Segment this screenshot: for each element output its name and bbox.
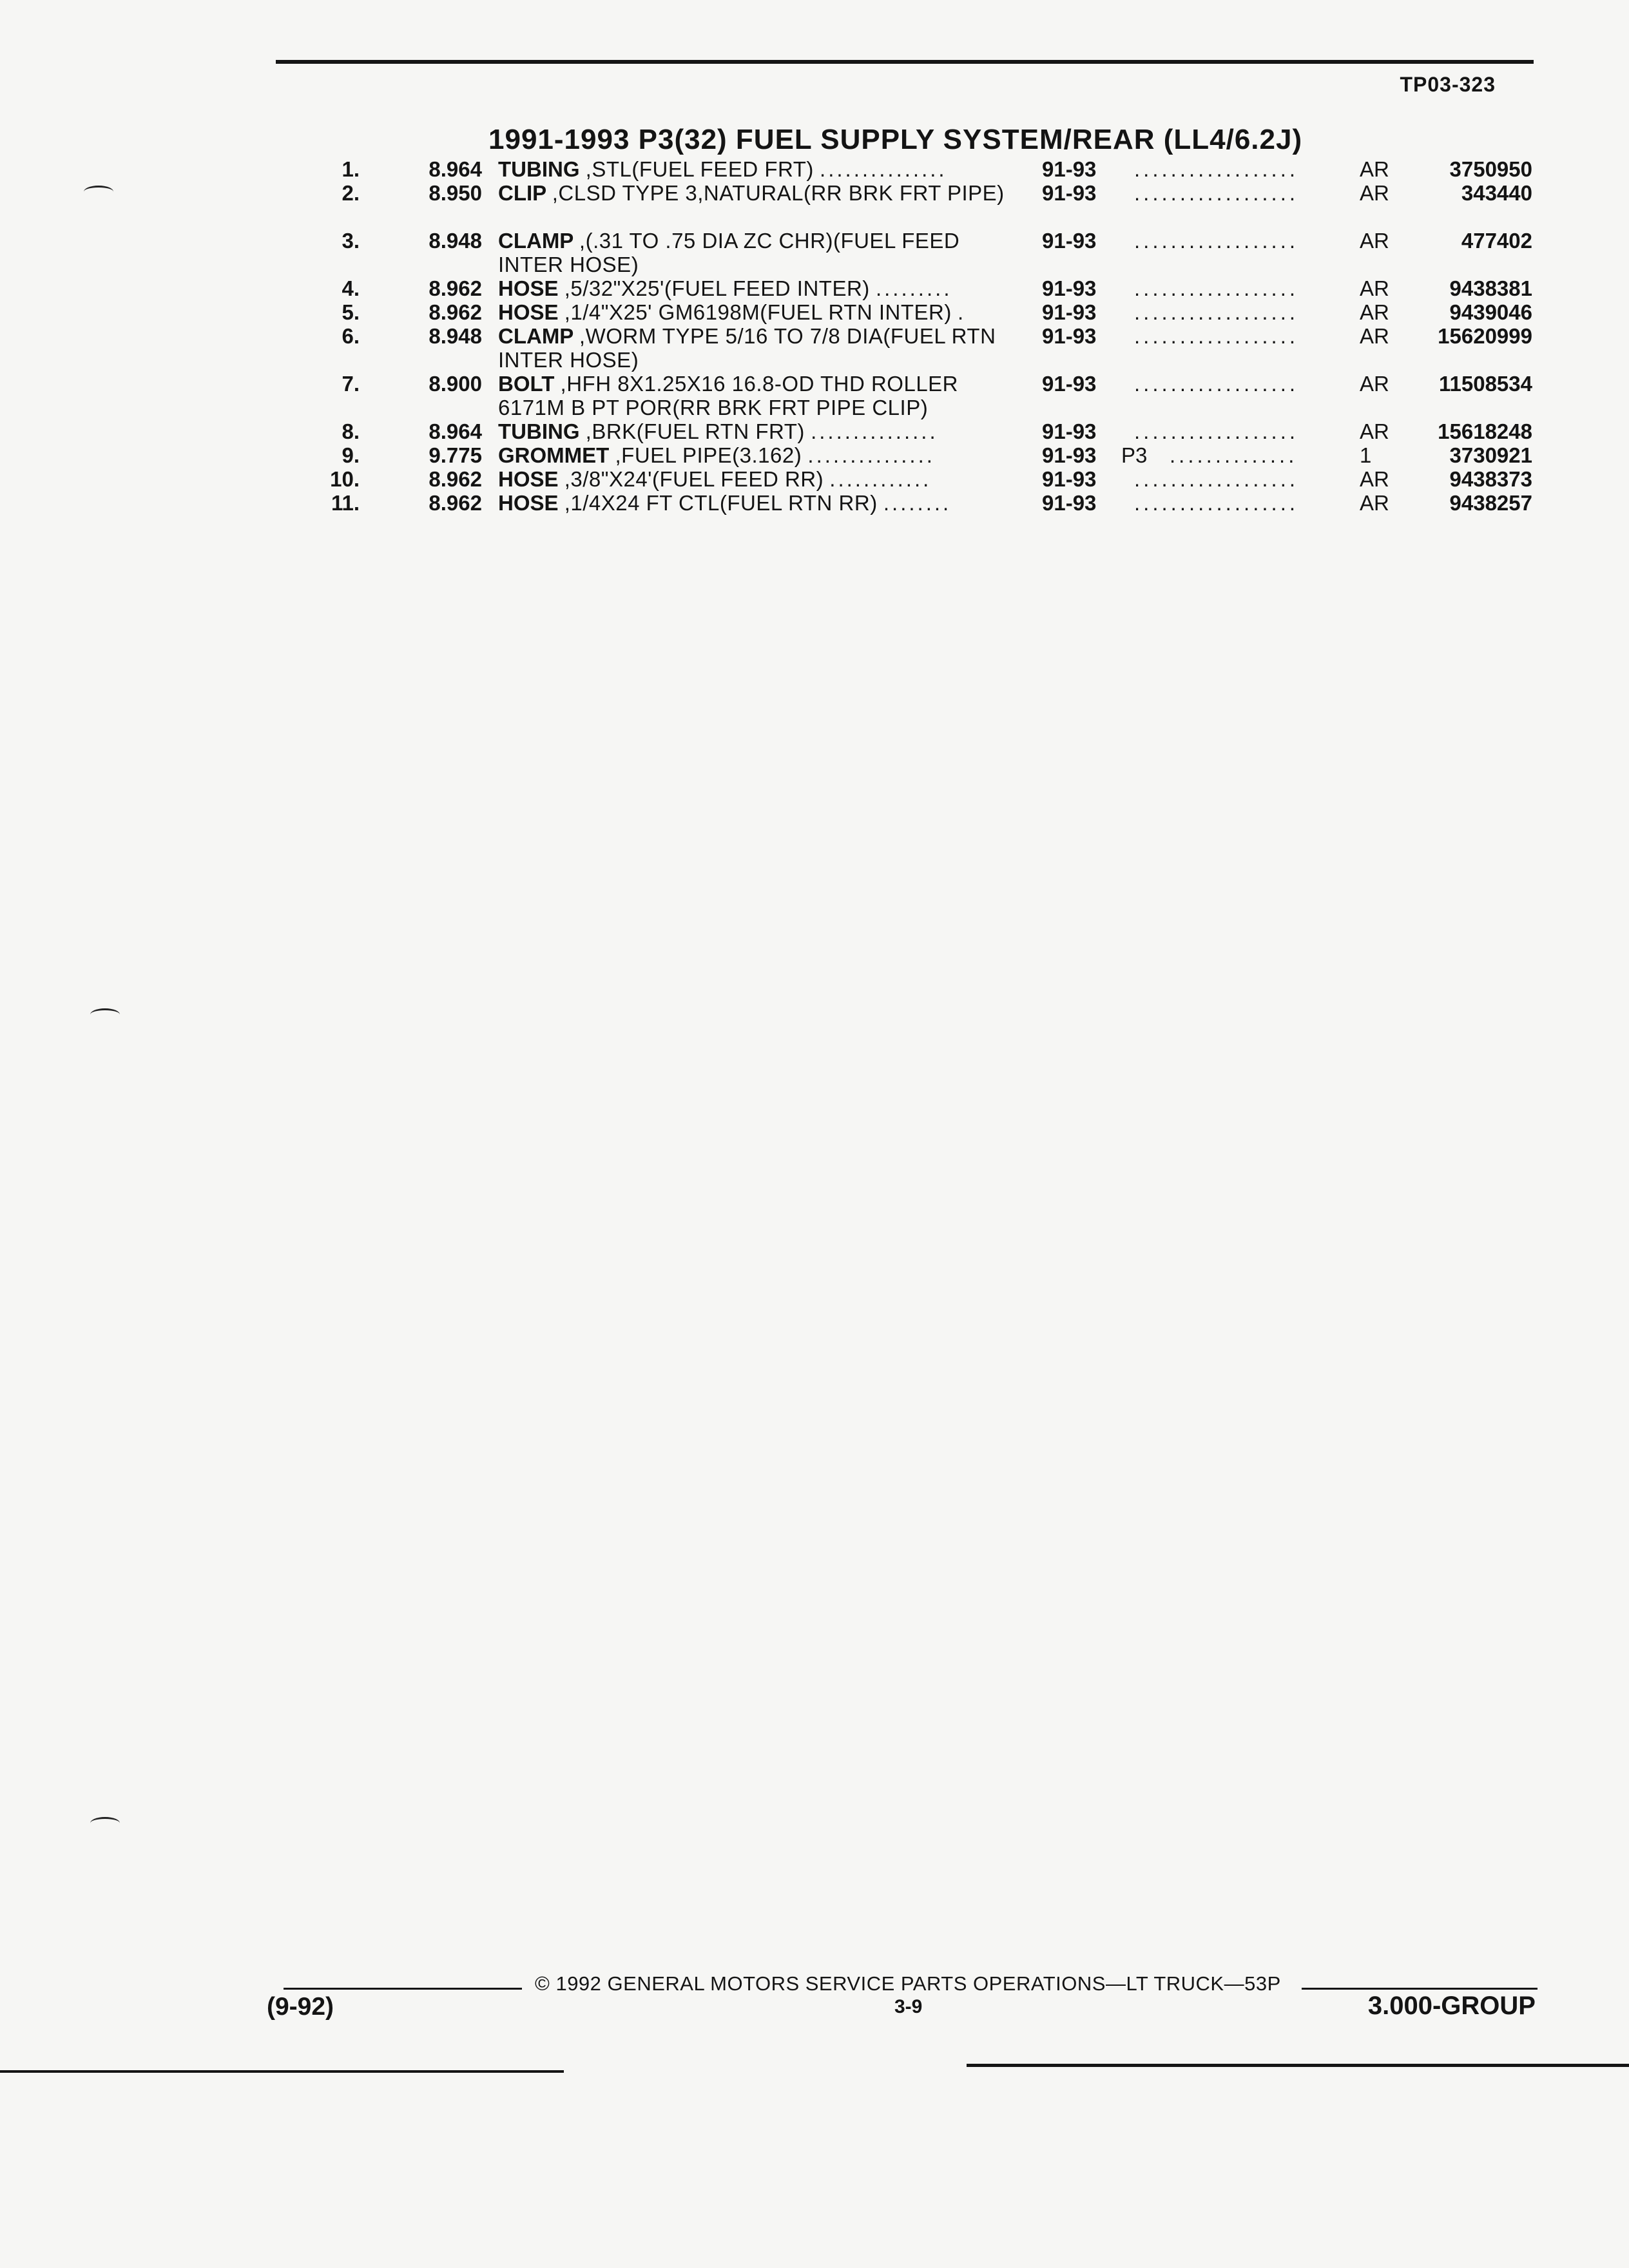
- margin-mark: [90, 1817, 120, 1829]
- dot-leader: ..................: [1134, 300, 1299, 324]
- item-number: 4.: [342, 276, 360, 300]
- part-name: CLAMP: [498, 324, 574, 348]
- part-number: 3750950: [1449, 157, 1532, 181]
- quantity: 1: [1360, 443, 1372, 467]
- section-title: 1991-1993 P3(32) FUEL SUPPLY SYSTEM/REAR (LL4/6.2J): [488, 124, 1303, 155]
- part-detail: ,1/4X24 FT CTL(FUEL RTN RR): [564, 491, 878, 515]
- part-description: [498, 467, 1027, 491]
- dot-leader: .........: [875, 276, 952, 300]
- category-code: 8.962: [429, 467, 482, 491]
- dot-leader: ...............: [820, 157, 947, 181]
- part-detail: ,WORM TYPE 5/16 TO 7/8 DIA(FUEL RTN INTER HOSE): [498, 324, 996, 372]
- part-number: 15618248: [1438, 419, 1532, 443]
- category-code: 8.962: [429, 276, 482, 300]
- quantity: AR: [1360, 324, 1389, 348]
- dot-leader: ..................: [1134, 229, 1299, 253]
- part-name: HOSE: [498, 300, 559, 324]
- model-years: 91-93: [1042, 443, 1097, 467]
- group-label: 3.000-GROUP: [1367, 1992, 1536, 2020]
- header-rule: [276, 60, 1534, 64]
- bottom-rule-right: [967, 2064, 1629, 2067]
- part-description: [498, 181, 1027, 205]
- dot-leader: ..................: [1134, 491, 1299, 515]
- copyright-line: © 1992 GENERAL MOTORS SERVICE PARTS OPERATIONS—LT TRUCK—53P: [535, 1972, 1281, 1995]
- dot-leader: ........: [883, 491, 952, 515]
- category-code: 8.900: [429, 372, 482, 396]
- part-name: HOSE: [498, 467, 559, 491]
- category-code: 8.964: [429, 157, 482, 181]
- item-number: 8.: [342, 419, 360, 443]
- quantity: AR: [1360, 181, 1389, 205]
- part-detail: ,1/4"X25' GM6198M(FUEL RTN INTER): [564, 300, 952, 324]
- item-number: 3.: [342, 229, 360, 253]
- bottom-rule-left: [0, 2070, 564, 2073]
- dot-leader: ..................: [1134, 276, 1299, 300]
- part-detail: ,3/8"X24'(FUEL FEED RR): [564, 467, 824, 491]
- part-row: [0, 229, 1629, 276]
- model-years: 91-93: [1042, 324, 1097, 348]
- part-name: CLIP: [498, 181, 546, 205]
- category-code: 8.964: [429, 419, 482, 443]
- quantity: AR: [1360, 467, 1389, 491]
- dot-leader: ..................: [1134, 324, 1299, 348]
- part-detail: ,FUEL PIPE(3.162): [615, 443, 802, 467]
- dot-leader: ............: [829, 467, 932, 491]
- model-years: 91-93: [1042, 276, 1097, 300]
- quantity: AR: [1360, 300, 1389, 324]
- item-number: 6.: [342, 324, 360, 348]
- category-code: 8.962: [429, 491, 482, 515]
- item-number: 2.: [342, 181, 360, 205]
- part-name: GROMMET: [498, 443, 610, 467]
- part-detail: ,BRK(FUEL RTN FRT): [585, 419, 805, 443]
- part-row: [0, 491, 1629, 515]
- category-code: 8.950: [429, 181, 482, 205]
- model-years: 91-93: [1042, 467, 1097, 491]
- part-description: [498, 372, 1027, 419]
- part-row: [0, 324, 1629, 372]
- part-number: 11508534: [1438, 372, 1532, 396]
- quantity: AR: [1360, 372, 1389, 396]
- item-number: 1.: [342, 157, 360, 181]
- part-number: 477402: [1461, 229, 1532, 253]
- part-number: 9438257: [1449, 491, 1532, 515]
- category-code: 9.775: [429, 443, 482, 467]
- category-code: 8.948: [429, 324, 482, 348]
- part-number: 9439046: [1449, 300, 1532, 324]
- model-years: 91-93: [1042, 229, 1097, 253]
- dot-leader: ..................: [1134, 181, 1299, 205]
- part-row: [0, 157, 1629, 181]
- part-name: HOSE: [498, 491, 559, 515]
- part-description: [498, 443, 1027, 467]
- dot-leader: ...............: [811, 419, 938, 443]
- item-number: 11.: [331, 491, 360, 515]
- part-description: [498, 157, 1027, 181]
- part-name: BOLT: [498, 372, 555, 396]
- revision-date: (9-92): [267, 1993, 334, 2021]
- part-row: [0, 467, 1629, 491]
- part-name: HOSE: [498, 276, 559, 300]
- dot-leader: ..................: [1134, 157, 1299, 181]
- part-row: [0, 443, 1629, 467]
- part-description: [498, 229, 1027, 276]
- part-row: [0, 419, 1629, 443]
- page-number: 3-9: [894, 1996, 923, 2017]
- part-description: [498, 419, 1027, 443]
- model-code: P3: [1121, 443, 1148, 467]
- model-years: 91-93: [1042, 181, 1097, 205]
- part-description: [498, 300, 1027, 324]
- footer-rule-right: [1302, 1988, 1537, 1990]
- part-detail: ,5/32"X25'(FUEL FEED INTER): [564, 276, 870, 300]
- model-years: 91-93: [1042, 491, 1097, 515]
- dot-leader: ..................: [1134, 372, 1299, 396]
- item-number: 5.: [342, 300, 360, 324]
- part-description: [498, 324, 1027, 372]
- category-code: 8.962: [429, 300, 482, 324]
- item-number: 10.: [330, 467, 360, 491]
- quantity: AR: [1360, 419, 1389, 443]
- quantity: AR: [1360, 276, 1389, 300]
- part-description: [498, 491, 1027, 515]
- part-row: [0, 276, 1629, 300]
- part-name: TUBING: [498, 157, 580, 181]
- quantity: AR: [1360, 229, 1389, 253]
- quantity: AR: [1360, 157, 1389, 181]
- model-years: 91-93: [1042, 372, 1097, 396]
- model-years: 91-93: [1042, 300, 1097, 324]
- parts-list: [0, 157, 1629, 515]
- margin-mark: [84, 186, 113, 198]
- part-number: 9438373: [1449, 467, 1532, 491]
- item-number: 7.: [342, 372, 360, 396]
- part-detail: ,(.31 TO .75 DIA ZC CHR)(FUEL FEED INTER HOSE): [498, 229, 960, 276]
- page-code: TP03-323: [1400, 73, 1496, 96]
- part-name: TUBING: [498, 419, 580, 443]
- part-detail: ,STL(FUEL FEED FRT): [585, 157, 814, 181]
- part-detail: ,CLSD TYPE 3,NATURAL(RR BRK FRT PIPE): [552, 181, 1005, 205]
- part-row: [0, 300, 1629, 324]
- category-code: 8.948: [429, 229, 482, 253]
- dot-leader: ...............: [807, 443, 935, 467]
- quantity: AR: [1360, 491, 1389, 515]
- margin-mark: [90, 1008, 120, 1021]
- part-row: [0, 372, 1629, 419]
- part-number: 3730921: [1449, 443, 1532, 467]
- dot-leader: ..............: [1170, 443, 1298, 467]
- item-number: 9.: [342, 443, 360, 467]
- part-detail: ,HFH 8X1.25X16 16.8-OD THD ROLLER 6171M B PT POR(RR BRK FRT PIPE CLIP): [498, 372, 959, 419]
- footer-rule-left: [284, 1988, 522, 1990]
- part-row: [0, 181, 1629, 229]
- part-description: [498, 276, 1027, 300]
- dot-leader: .: [958, 300, 967, 324]
- part-number: 15620999: [1438, 324, 1532, 348]
- part-number: 343440: [1461, 181, 1532, 205]
- part-number: 9438381: [1449, 276, 1532, 300]
- model-years: 91-93: [1042, 419, 1097, 443]
- dot-leader: ..................: [1134, 467, 1299, 491]
- model-years: 91-93: [1042, 157, 1097, 181]
- part-name: CLAMP: [498, 229, 574, 253]
- dot-leader: ..................: [1134, 419, 1299, 443]
